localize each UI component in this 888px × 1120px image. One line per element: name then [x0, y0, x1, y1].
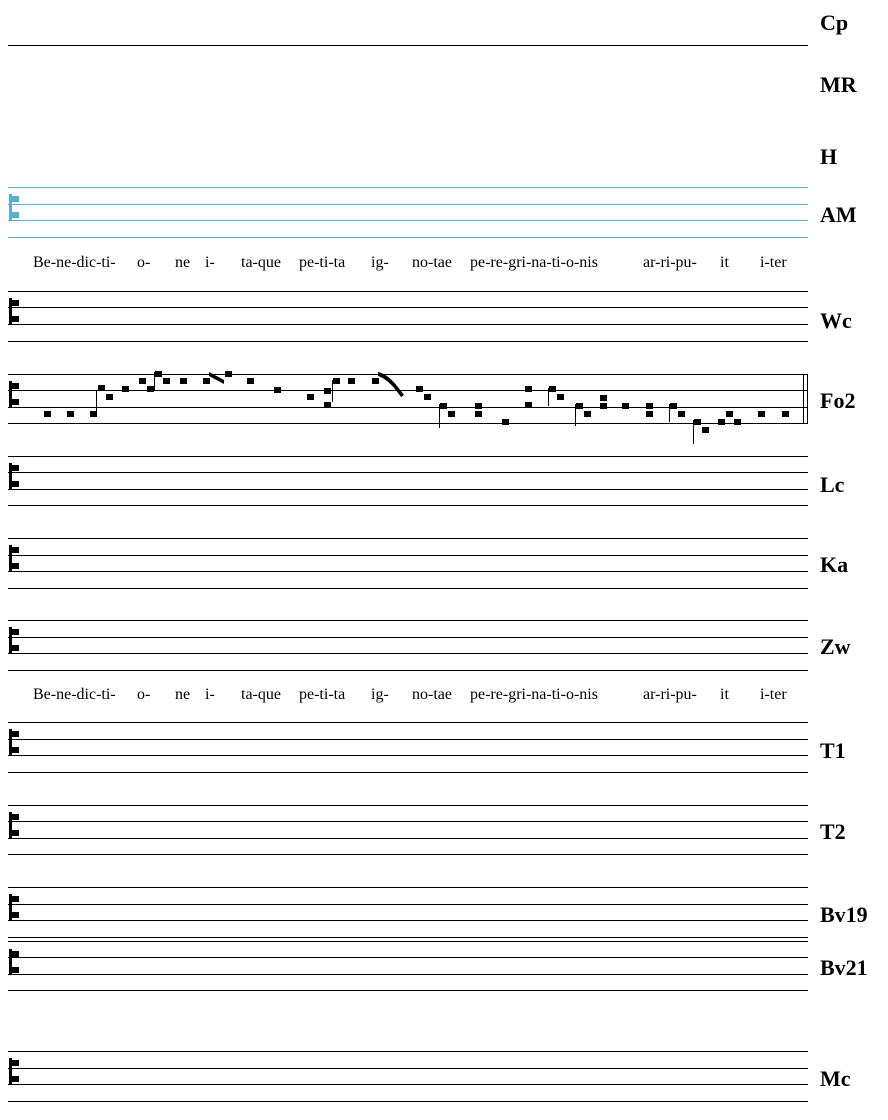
staff-line [8, 472, 808, 473]
neume-note [549, 386, 556, 392]
lyric-syllable: ar-ri-pu- [643, 254, 697, 271]
staff-line [8, 739, 808, 740]
siglum-lc: Lc [820, 472, 845, 497]
staff-line [8, 505, 808, 506]
staff-line [8, 1084, 808, 1085]
lyric-syllable: i-ter [760, 686, 787, 703]
staff-line [8, 456, 808, 457]
neume-note [424, 394, 431, 400]
c-clef-icon [8, 729, 20, 755]
staff-line [8, 772, 808, 773]
lyric-syllable: i- [205, 686, 215, 703]
lyric-syllable: no-tae [412, 254, 452, 271]
neume-note [163, 378, 170, 384]
lyric-syllable: it [720, 254, 729, 271]
lyric-syllable: pe-ti-ta [299, 686, 346, 703]
staff-line [8, 571, 808, 572]
neume-note [90, 411, 97, 417]
siglum-cp: Cp [820, 10, 849, 35]
neume-note [734, 419, 741, 425]
siglum-fo2: Fo2 [820, 388, 856, 413]
lyric-syllable: Be-ne-dic-ti- [33, 686, 116, 703]
neume-note [557, 394, 564, 400]
lyric-syllable: ar-ri-pu- [643, 686, 697, 703]
staff-line [8, 1051, 808, 1052]
neume-note [584, 411, 591, 417]
neume-note [324, 402, 331, 408]
neume-stem [575, 404, 576, 426]
neume-note [147, 386, 154, 392]
neume-note [600, 395, 607, 401]
c-clef-icon [8, 949, 20, 975]
neume-stem [669, 404, 670, 422]
neume-note [155, 371, 162, 377]
neume-note [622, 403, 629, 409]
staff-line [8, 920, 808, 921]
staff-line [8, 538, 808, 539]
neume-note [525, 386, 532, 392]
lyric-syllable: it [720, 686, 729, 703]
siglum-mr: MR [820, 72, 857, 97]
siglum-h: H [820, 144, 838, 169]
lyrics-line-bottom [0, 686, 808, 706]
neume-note [448, 411, 455, 417]
lyric-syllable: ta-que [241, 686, 281, 703]
c-clef-icon [8, 812, 20, 838]
neume-note [678, 411, 685, 417]
neume-note [274, 387, 281, 393]
c-clef-icon [8, 1058, 20, 1084]
staff-line [8, 1101, 808, 1102]
lyric-syllable: ta-que [241, 254, 281, 271]
staff-line [8, 1068, 808, 1069]
neume-stem [96, 390, 97, 414]
neume-note [416, 386, 423, 392]
siglum-zw: Zw [820, 634, 851, 659]
neume-note [576, 403, 583, 409]
neume-note [758, 411, 765, 417]
siglum-ka: Ka [820, 552, 849, 577]
siglum-bv21: Bv21 [820, 955, 868, 980]
neume-note [600, 403, 607, 409]
siglum-t1: T1 [820, 738, 846, 763]
lyric-syllable: ne [175, 686, 191, 703]
staff-line [8, 489, 808, 490]
staff-line [8, 555, 808, 556]
neume-oblique [209, 372, 224, 384]
lyric-syllable: ig- [371, 254, 389, 271]
neume-note [440, 403, 447, 409]
c-clef-icon [8, 894, 20, 920]
staff-line [8, 821, 808, 822]
staff-line [8, 588, 808, 589]
neume-note [225, 371, 232, 377]
neume-note [67, 411, 74, 417]
neume-note [718, 419, 725, 425]
lyric-syllable: o- [137, 254, 151, 271]
staff-line [8, 937, 808, 938]
staff-line [8, 653, 808, 654]
neume-note [502, 419, 509, 425]
siglum-wc: Wc [820, 308, 852, 333]
lyric-syllable: o- [137, 686, 151, 703]
staff-line [8, 990, 808, 991]
neume-note [475, 403, 482, 409]
lyric-syllable: pe-ti-ta [299, 254, 346, 271]
neume-note [44, 411, 51, 417]
c-clef-icon [8, 463, 20, 489]
neume-note [106, 394, 113, 400]
neume-note [203, 378, 210, 384]
lyric-syllable: no-tae [412, 686, 452, 703]
neume-note [122, 386, 129, 392]
staff-line [8, 805, 808, 806]
neume-note [694, 419, 701, 425]
neume-note [475, 411, 482, 417]
neume-note [333, 378, 340, 384]
staff-line [8, 838, 808, 839]
neume-note [348, 378, 355, 384]
neume-note [525, 402, 532, 408]
staff-line [8, 722, 808, 723]
lyric-syllable: i- [205, 254, 215, 271]
staff-line [8, 670, 808, 671]
neume-note [324, 388, 331, 394]
neume-notation [0, 0, 808, 460]
neume-note [702, 427, 709, 433]
lyric-syllable: Be-ne-dic-ti- [33, 254, 116, 271]
neume-note [782, 411, 789, 417]
staff-line [8, 854, 808, 855]
neume-note [247, 378, 254, 384]
siglum-am: AM [820, 202, 857, 227]
lyric-syllable: pe-re-gri-na-ti-o-nis [470, 686, 598, 703]
staff-line [8, 887, 808, 888]
staff-line [8, 637, 808, 638]
lyric-syllable: ne [175, 254, 191, 271]
lyric-syllable: i-ter [760, 254, 787, 271]
neume-note [670, 403, 677, 409]
neume-stem [439, 404, 440, 428]
c-clef-icon [8, 627, 20, 653]
neume-note [180, 378, 187, 384]
neume-note [646, 411, 653, 417]
neume-note [139, 378, 146, 384]
neume-note [307, 394, 314, 400]
staff-line [8, 941, 808, 942]
staff-line [8, 974, 808, 975]
staff-line [8, 755, 808, 756]
neume-note [646, 403, 653, 409]
neume-stem [332, 380, 333, 402]
staff-line [8, 957, 808, 958]
lyric-syllable: pe-re-gri-na-ti-o-nis [470, 254, 598, 271]
siglum-mc: Mc [820, 1066, 851, 1091]
siglum-bv19: Bv19 [820, 902, 868, 927]
staff-line [8, 904, 808, 905]
neume-stem [693, 420, 694, 444]
c-clef-icon [8, 545, 20, 571]
neume-note [372, 378, 379, 384]
neume-note [726, 411, 733, 417]
siglum-t2: T2 [820, 819, 846, 844]
neume-note [98, 385, 105, 391]
neume-stem [548, 388, 549, 406]
neume-stem [154, 372, 155, 390]
staff-line [8, 620, 808, 621]
lyric-syllable: ig- [371, 686, 389, 703]
neume-oblique [378, 372, 404, 397]
